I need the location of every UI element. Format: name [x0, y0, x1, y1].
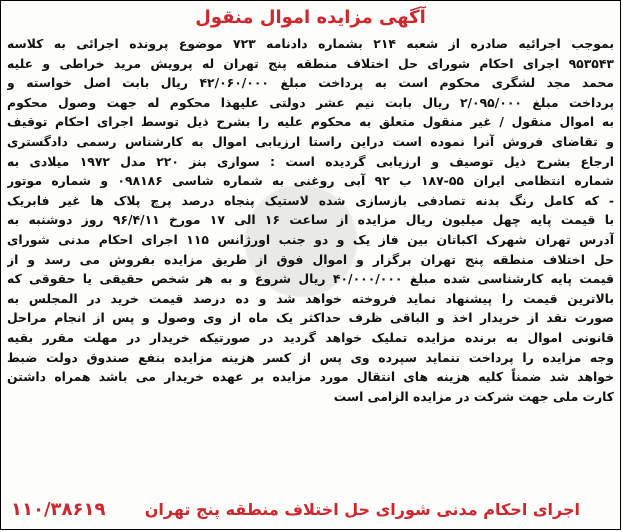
body-line: وجه مزایده را پرداخت ننماید سپرده وی پس از کسر هزینه مزایده بنفع صندوق دولت ضبط	[7, 349, 614, 365]
footer-reference-number: ۱۱۰/۳۸۶۱۹	[11, 499, 106, 520]
body-line: خواهد شد ضمناً کلیه هزینه های انتقال مورد مزایده بر عهده خریدار می باشد همراه داشتن	[7, 369, 614, 385]
body-line: ۹۵۳۵۴۳ اجرای احکام شورای حل اختلاف منطقه پنج تهران له پرویش مرید خراطی و علیه	[7, 55, 614, 71]
body-line: حل اختلاف منطقه پنج تهران برگزار و اموال فوق از طریق مزایده بفروش می رسد و از	[7, 251, 614, 267]
body-line: محمد مجد لشگری محکوم است به پرداخت مبلغ ۴۲/۰۶۰/۰۰۰ ریال بابت اصل خواسته و	[7, 75, 614, 91]
body-line: بالاترین قیمت را پیشنهاد نماید فروخته خواهد شد و ده درصد قیمت خرید در المجلس به	[7, 290, 614, 306]
body-line: ارجاع بشرح ذیل توصیف و ارزیابی گردیده است : سواری بنز ۲۲۰ مدل ۱۹۷۲ میلادی به	[7, 153, 614, 169]
notice-title: آگهی مزایده اموال منقول	[195, 7, 426, 28]
body-line: به اموال منقول / غیر منقول متعلق به محکوم علیه را بشرح ذیل توسط اجرای احکام توقیف	[7, 114, 614, 130]
notice-body	[7, 34, 614, 406]
footer-organization: اجرای احکام مدنی شورای حل اختلاف منطقه پنج تهران	[144, 500, 580, 519]
notice-footer	[1, 497, 620, 523]
body-line: بموجب اجرائیه صادره از شعبه ۲۱۴ بشماره دادنامه ۷۲۳ موضوع پرونده اجرائی به کلاسه	[7, 36, 614, 51]
body-line: قانونی اموال به برنده مزایده تملیک خواهد گردید در صورتیکه خریدار در مهلت مقرر بقیه	[7, 329, 614, 345]
body-line: صورت نقد از خریدار اخذ و الباقی ظرف حداکثر یک ماه از وی وصول و پس از انجام مراحل	[7, 310, 614, 326]
body-line: - که کامل رنگ بدنه تصادفی بازسازی شده لاستیک پنجاه درصد پرچ پلاک ها غیر فابریک	[7, 192, 614, 208]
body-line-last: کارت ملی جهت شرکت در مزایده الزامی است	[333, 388, 614, 404]
body-line: شماره انتظامی ایران ۵۵-۱۸۷ ب ۹۲ آبی روغنی به شماره شاسی ۰۹۸۱۸۶ و شماره موتور	[7, 173, 614, 189]
body-line: و تقاضای فروش آنرا نموده است دراین راستا ارزیابی اموال به کارشناس رسمی دادگستری	[7, 133, 614, 149]
body-line: آدرس تهران شهرک اکباتان بین فاز یک و دو جنب اورژانس ۱۱۵ اجرای احکام مدنی شورای	[7, 231, 614, 247]
body-line: با قیمت پایه چهل میلیون ریال مزایده از ساعت ۱۶ الی ۱۷ مورخ ۹۶/۴/۱۱ روز دوشنبه به	[7, 212, 614, 228]
body-line: پرداخت مبلغ ۲/۰۹۵/۰۰۰ ریال بابت نیم عشر دولتی علیهذا محکوم له جهت وصول محکوم	[7, 94, 614, 110]
body-line: قیمت پایه کارشناسی شده مبلغ ۴۰/۰۰۰/۰۰۰ ریال شروع و به هر شخص حقیقی یا حقوقی که	[7, 271, 614, 287]
